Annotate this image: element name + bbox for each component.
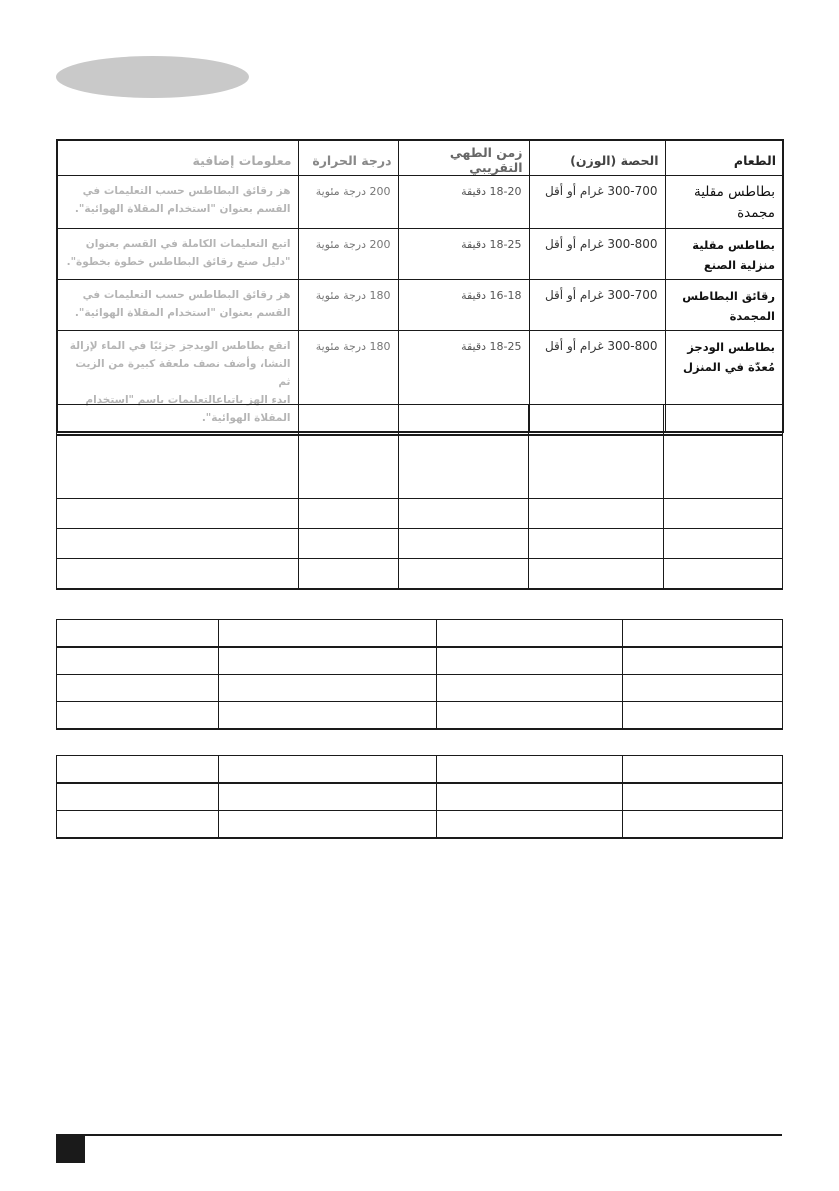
empty-table-2 xyxy=(56,404,783,590)
table-cell xyxy=(399,528,529,558)
table-cell xyxy=(623,620,783,648)
table-header-row xyxy=(57,405,783,436)
table-cell xyxy=(623,647,783,675)
table-row xyxy=(57,229,783,280)
footer-rule xyxy=(56,1134,782,1136)
cell-food: بطاطس مقلية منزلية الصنع xyxy=(665,229,783,280)
table-cell xyxy=(399,435,529,498)
table-cell xyxy=(219,783,437,811)
cell-temperature: 180 درجة مئوية xyxy=(298,280,398,331)
table-cell xyxy=(437,675,623,702)
header-temperature: درجة الحرارة xyxy=(298,140,398,176)
table-row xyxy=(57,783,783,811)
table-header-row xyxy=(57,140,783,176)
table-cell xyxy=(219,620,437,648)
cell-info: هز رقائق البطاطس حسب التعليمات في القسم بعنوان "استخدام المقلاة الهوائية". xyxy=(57,280,298,331)
table-row xyxy=(57,675,783,702)
cell-temperature: 180 درجة مئوية xyxy=(298,331,398,433)
table-cell xyxy=(623,783,783,811)
table-cell xyxy=(529,435,664,498)
table-cell xyxy=(437,647,623,675)
table-row xyxy=(57,647,783,675)
table-row xyxy=(57,811,783,839)
table-cell xyxy=(299,558,399,589)
table-cell xyxy=(399,558,529,589)
table-cell xyxy=(57,675,219,702)
cell-time: 18-20 دقيقة xyxy=(398,176,529,229)
table-header-row xyxy=(57,756,783,784)
table-row xyxy=(57,280,783,331)
table-cell xyxy=(529,558,664,589)
table-cell xyxy=(664,498,783,528)
table-cell xyxy=(437,783,623,811)
cell-time: 18-25 دقيقة xyxy=(398,331,529,433)
empty-table-3 xyxy=(56,619,783,730)
table-cell xyxy=(664,558,783,589)
cell-food: رقائق البطاطس المجمدة xyxy=(665,280,783,331)
table-cell xyxy=(623,702,783,730)
cell-portion: 300-700 غرام أو أقل xyxy=(529,280,665,331)
cell-temperature: 200 درجة مئوية xyxy=(298,176,398,229)
table-cell xyxy=(529,528,664,558)
table-cell xyxy=(57,756,219,784)
table-cell xyxy=(57,647,219,675)
table-cell xyxy=(437,620,623,648)
table-cell xyxy=(219,647,437,675)
table-cell xyxy=(437,756,623,784)
table-cell xyxy=(399,498,529,528)
table-cell xyxy=(664,405,783,436)
cell-portion: 300-800 غرام أو أقل xyxy=(529,331,665,433)
table-row xyxy=(57,435,783,498)
table-cell xyxy=(623,675,783,702)
table-cell xyxy=(57,528,299,558)
table-cell xyxy=(437,702,623,730)
cell-info: انقع بطاطس الويدجز جزئيًا في الماء لإزالة النشا، وأضف نصف ملعقة كبيرة من الزيت ثم ابدء الهز باتباعالتعليمات باسم "استخدام المقلاة الهوائية". xyxy=(57,331,298,433)
table-cell xyxy=(664,528,783,558)
table-row xyxy=(57,498,783,528)
cell-info: اتبع التعليمات الكاملة في القسم بعنوان "دليل صنع رقائق البطاطس خطوة بخطوة". xyxy=(57,229,298,280)
table-cell xyxy=(57,811,219,839)
cell-temperature: 200 درجة مئوية xyxy=(298,229,398,280)
table-row xyxy=(57,558,783,589)
empty-table-4 xyxy=(56,755,783,839)
cell-time: 16-18 دقيقة xyxy=(398,280,529,331)
cell-portion: 300-800 غرام أو أقل xyxy=(529,229,665,280)
header-food: الطعام xyxy=(665,140,783,176)
cell-time: 18-25 دقيقة xyxy=(398,229,529,280)
table-cell xyxy=(399,405,529,436)
cooking-guide-table xyxy=(56,139,784,433)
table-cell xyxy=(57,558,299,589)
section-header-pill xyxy=(56,56,249,98)
table-cell xyxy=(299,405,399,436)
table-cell xyxy=(219,702,437,730)
table-cell xyxy=(219,675,437,702)
table-cell xyxy=(57,435,299,498)
table-cell xyxy=(664,435,783,498)
table-cell xyxy=(57,702,219,730)
cell-food: بطاطس مقلية مجمدة xyxy=(665,176,783,229)
cell-portion: 300-700 غرام أو أقل xyxy=(529,176,665,229)
cell-food: بطاطس الودجز مُعدّة في المنزل xyxy=(665,331,783,433)
table-header-row xyxy=(57,620,783,648)
table-row xyxy=(57,528,783,558)
table-row xyxy=(57,702,783,730)
table-cell xyxy=(57,620,219,648)
table-row xyxy=(57,176,783,229)
cell-info: هز رقائق البطاطس حسب التعليمات في القسم بعنوان "استخدام المقلاة الهوائية". xyxy=(57,176,298,229)
table-cell xyxy=(623,811,783,839)
table-cell xyxy=(529,498,664,528)
page-number-box xyxy=(56,1134,85,1163)
table-cell xyxy=(219,756,437,784)
table-cell xyxy=(299,435,399,498)
table-cell xyxy=(623,756,783,784)
table-cell xyxy=(299,498,399,528)
table-cell xyxy=(299,528,399,558)
table-cell xyxy=(219,811,437,839)
header-cooking-time: زمن الطهي التقريبي xyxy=(398,140,529,176)
table-cell xyxy=(529,405,664,436)
table-cell xyxy=(57,498,299,528)
table-cell xyxy=(437,811,623,839)
table-cell xyxy=(57,405,299,436)
header-portion: الحصة (الوزن) xyxy=(529,140,665,176)
table-cell xyxy=(57,783,219,811)
header-additional-info: معلومات إضافية xyxy=(57,140,298,176)
